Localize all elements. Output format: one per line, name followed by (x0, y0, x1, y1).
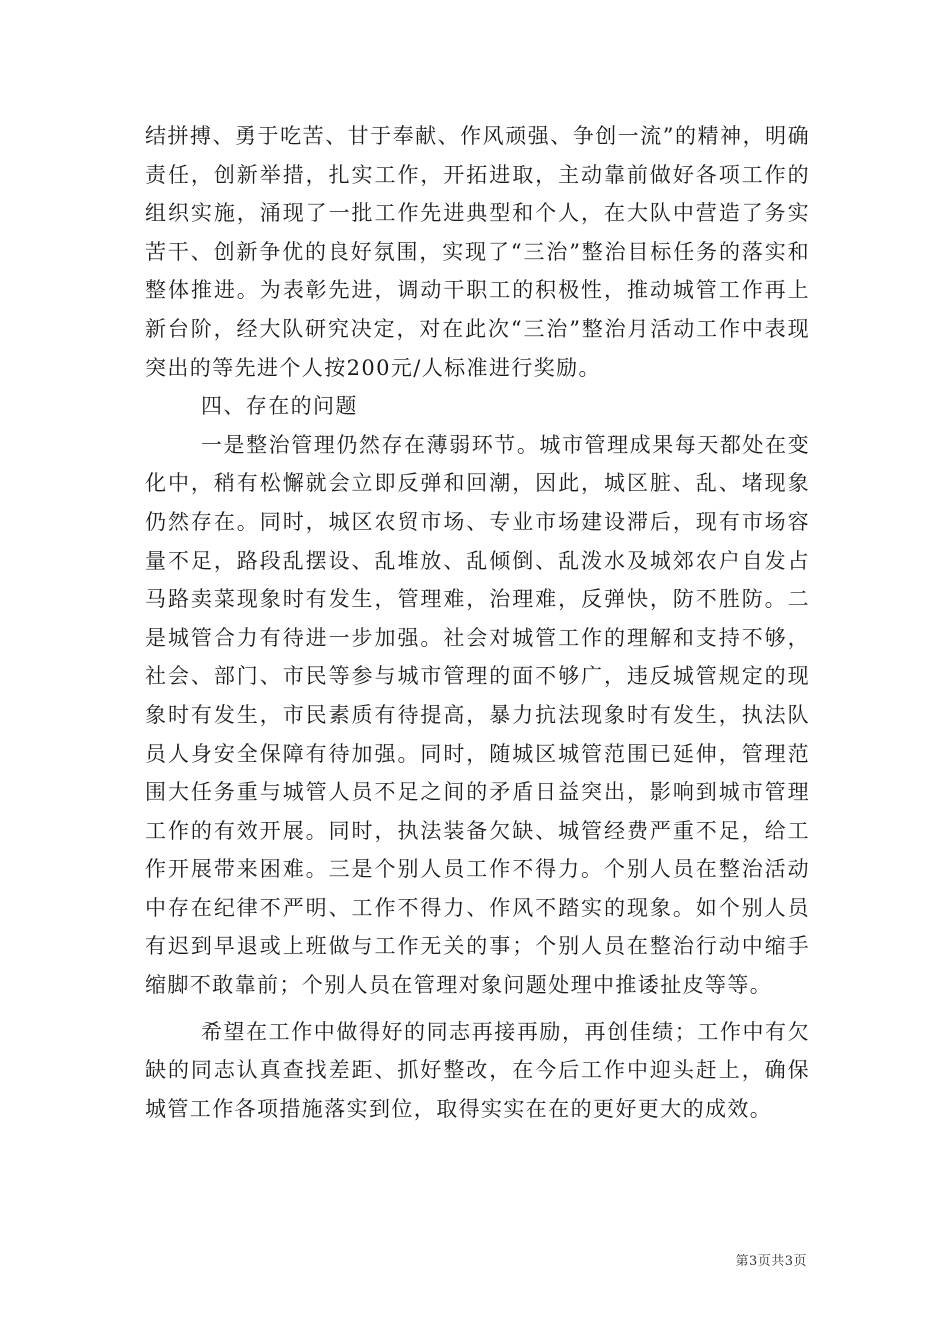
document-body (145, 117, 810, 1128)
paragraph-continuation: 结拼搏、勇于吃苦、甘于奉献、作风顽强、争创一流”的精神，明确责任，创新举措，扎实工作，开拓进取，主动靠前做好各项工作的组织实施，涌现了一批工作先进典型和个人，在大队中营造了务实苦干、创新争优的良好氛围，实现了“三治”整治目标任务的落实和整体推进。为表彰先进，调动干职工的积极性，推动城管工作再上新台阶，经大队研究决定，对在此次“三治”整治月活动工作中表现突出的等先进个人按200元/人标准进行奖励。 (145, 124, 810, 380)
section-heading: 四、存在的问题 (201, 394, 358, 419)
paragraph-closing: 希望在工作中做得好的同志再接再励，再创佳绩；工作中有欠缺的同志认真查找差距、抓好整改，在今后工作中迎头赶上，确保城管工作各项措施落实到位，取得实实在在的更好更大的成效。 (145, 1019, 810, 1121)
paragraph-problems: 一是整治管理仍然存在薄弱环节。城市管理成果每天都处在变化中，稍有松懈就会立即反弹和回潮，因此，城区脏、乱、堵现象仍然存在。同时，城区农贸市场、专业市场建设滞后，现有市场容量不足，路段乱摆设、乱堆放、乱倾倒、乱泼水及城郊农户自发占马路卖菜现象时有发生，管理难，治理难，反弹快，防不胜防。二是城管合力有待进一步加强。社会对城管工作的理解和支持不够，社会、部门、市民等参与城市管理的面不够广，违反城管规定的现象时有发生，市民素质有待提高，暴力抗法现象时有发生，执法队员人身安全保障有待加强。同时，随城区城管范围已延伸，管理范围大任务重与城管人员不足之间的矛盾日益突出，影响到城市管理工作的有效开展。同时，执法装备欠缺、城管经费严重不足，给工作开展带来困难。三是个别人员工作不得力。个别人员在整治活动中存在纪律不严明、工作不得力、作风不踏实的现象。如个别人员有迟到早退或上班做与工作无关的事；个别人员在整治行动中缩手缩脚不敢靠前；个别人员在管理对象问题处理中推诿扯皮等等。 (145, 432, 810, 998)
page-number: 第3页共3页 (735, 1254, 807, 1269)
